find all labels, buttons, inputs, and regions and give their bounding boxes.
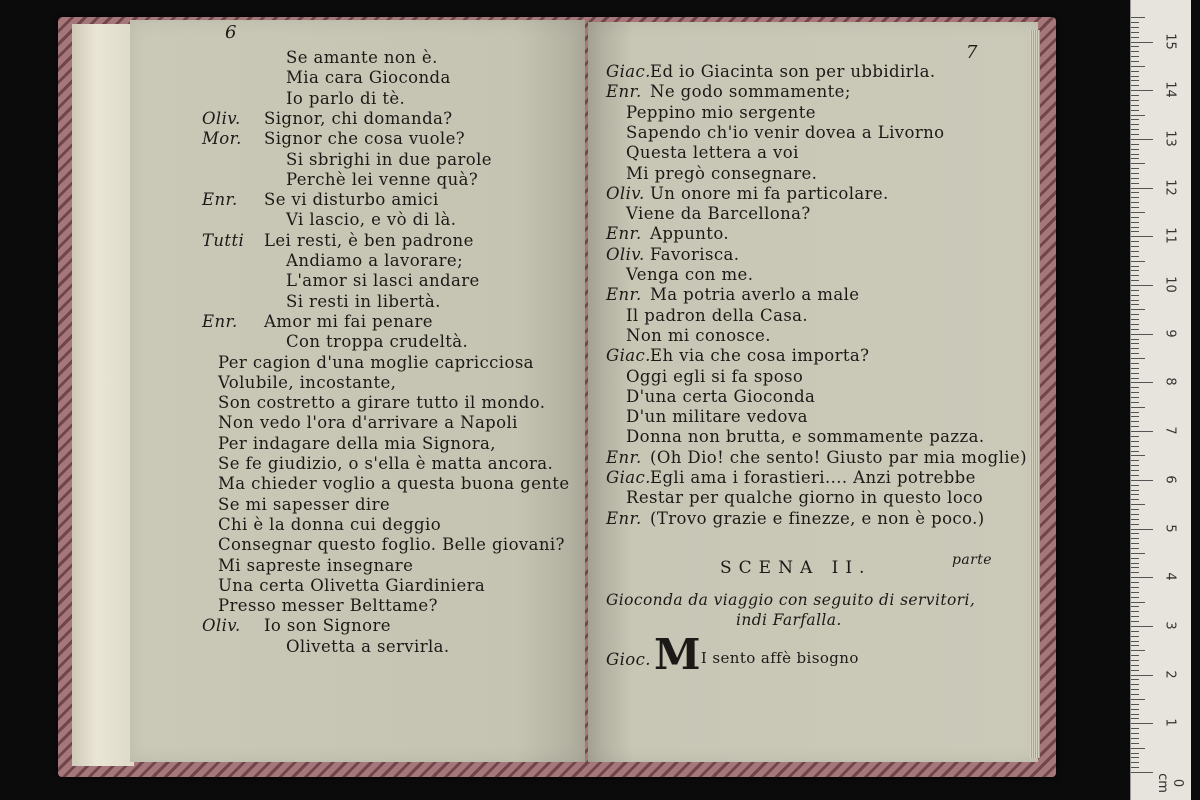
line-text: L'amor si lasci andare: [286, 271, 480, 291]
speaker-name: Enr.: [202, 311, 238, 331]
ruler-tick: [1131, 490, 1139, 491]
ruler-tick: [1131, 748, 1145, 749]
ruler-tick: [1131, 378, 1139, 379]
ruler-tick: [1131, 446, 1139, 447]
speaker-name: Oliv.: [202, 108, 241, 128]
ruler-tick: [1131, 134, 1139, 135]
ruler-tick: [1131, 188, 1153, 189]
ruler-tick: [1131, 27, 1139, 28]
ruler-number: 1: [1162, 718, 1178, 727]
ruler-tick: [1131, 154, 1139, 155]
ruler-tick: [1131, 738, 1139, 739]
speaker-name: Enr.: [202, 190, 238, 210]
ruler-tick: [1131, 183, 1139, 184]
ruler-tick: [1131, 460, 1139, 461]
ruler-tick: [1131, 236, 1153, 237]
stage-direction-cont: indi Farfalla.: [736, 611, 842, 629]
ruler-tick: [1131, 397, 1139, 398]
ruler-tick: [1131, 485, 1139, 486]
ruler-tick: [1131, 416, 1139, 417]
ruler-tick: [1131, 587, 1139, 588]
ruler-tick: [1131, 499, 1139, 500]
line-text: Perchè lei venne quà?: [286, 169, 479, 189]
ruler-tick: [1131, 387, 1139, 388]
line-text: Chi è la donna cui deggio: [218, 514, 442, 534]
ruler-tick: [1131, 723, 1153, 724]
ruler-tick: [1131, 251, 1139, 252]
right-page: [588, 22, 1038, 762]
ruler-tick: [1131, 480, 1153, 481]
ruler-tick: [1131, 563, 1139, 564]
ruler-tick: [1131, 455, 1145, 456]
ruler-tick: [1131, 115, 1145, 116]
ruler-tick: [1131, 32, 1139, 33]
ruler-tick: [1131, 139, 1153, 140]
speaker-name: Giac.: [606, 468, 651, 487]
line-text: Se vi disturbo amici: [264, 190, 439, 210]
speaker-name: Oliv.: [202, 616, 241, 636]
ruler-tick: [1131, 17, 1145, 18]
ruler-number: 7: [1162, 426, 1178, 435]
ruler-tick: [1131, 718, 1139, 719]
ruler-tick: [1131, 334, 1153, 335]
ruler-tick: [1131, 348, 1139, 349]
line-text: Appunto.: [650, 224, 730, 244]
ruler-tick: [1131, 22, 1139, 23]
ruler-tick: [1131, 105, 1139, 106]
ruler-tick: [1131, 533, 1139, 534]
ruler-tick: [1131, 679, 1139, 680]
ruler-number: 9: [1162, 329, 1178, 338]
ruler-tick: [1131, 51, 1139, 52]
ruler-tick: [1131, 509, 1139, 510]
ruler-tick: [1131, 300, 1139, 301]
line-text: Olivetta a servirla.: [286, 636, 450, 656]
measuring-ruler: [1130, 0, 1191, 800]
ruler-tick: [1131, 295, 1139, 296]
ruler-tick: [1131, 567, 1139, 568]
ruler-unit-label: 0 cm: [1155, 773, 1185, 793]
ruler-tick: [1131, 714, 1139, 715]
ruler-tick: [1131, 217, 1139, 218]
line-text: Questa lettera a voi: [626, 143, 799, 163]
exit-note: parte: [952, 552, 992, 568]
ruler-tick: [1131, 602, 1145, 603]
ruler-tick: [1131, 538, 1139, 539]
line-text: Oggi egli si fa sposo: [626, 366, 804, 386]
ruler-tick: [1131, 76, 1139, 77]
ruler-tick: [1131, 611, 1139, 612]
line-text: Restar per qualche giorno in questo loco: [626, 488, 984, 508]
ruler-tick: [1131, 261, 1145, 262]
line-text: Volubile, incostante,: [218, 372, 397, 392]
ruler-tick: [1131, 762, 1139, 763]
ruler-tick: [1131, 665, 1139, 666]
line-text: Non vedo l'ora d'arrivare a Napoli: [218, 413, 518, 433]
line-text: Amor mi fai penare: [264, 311, 433, 331]
ruler-tick: [1131, 222, 1139, 223]
ruler-tick: [1131, 119, 1139, 120]
page-number-left: 6: [225, 22, 237, 43]
ruler-tick: [1131, 529, 1153, 530]
line-text: Favorisca.: [650, 244, 740, 264]
ruler-tick: [1131, 163, 1145, 164]
ruler-tick: [1131, 441, 1139, 442]
ruler-tick: [1131, 650, 1145, 651]
ruler-tick: [1131, 728, 1139, 729]
ruler-tick: [1131, 582, 1139, 583]
left-page: [130, 20, 585, 762]
ruler-tick: [1131, 412, 1139, 413]
drop-cap: M: [654, 630, 701, 679]
line-text: (Trovo grazie e finezze, e non è poco.): [650, 508, 985, 528]
ruler-tick: [1131, 227, 1139, 228]
stage-direction: Gioconda da viaggio con seguito di servitori,: [606, 591, 976, 609]
line-text: Si resti in libertà.: [286, 291, 441, 311]
ruler-number: 2: [1162, 669, 1178, 679]
speaker-name: Enr.: [606, 285, 642, 305]
speaker-name: Enr.: [606, 82, 642, 102]
ruler-tick: [1131, 304, 1139, 305]
line-text: Un onore mi fa particolare.: [650, 183, 889, 203]
line-text: Il padron della Casa.: [626, 305, 809, 325]
ruler-tick: [1131, 558, 1139, 559]
speaker-name: Tutti: [202, 230, 245, 250]
scene-heading: SCENA II.: [720, 558, 872, 578]
ruler-tick: [1131, 431, 1153, 432]
final-line: [654, 630, 859, 679]
speaker-name: Oliv.: [606, 244, 645, 264]
speaker-name: Oliv.: [606, 183, 645, 203]
ruler-tick: [1131, 37, 1139, 38]
line-text: D'una certa Gioconda: [626, 386, 816, 406]
line-text: Viene da Barcellona?: [626, 204, 811, 224]
ruler-number: 10: [1162, 276, 1178, 293]
ruler-number: 12: [1162, 178, 1178, 196]
ruler-tick: [1131, 572, 1139, 573]
ruler-tick: [1131, 71, 1139, 72]
ruler-tick: [1131, 192, 1139, 193]
line-text: Una certa Olivetta Giardiniera: [218, 575, 486, 595]
ruler-tick: [1131, 66, 1145, 67]
final-speaker: Gioc.: [606, 650, 651, 669]
ruler-tick: [1131, 592, 1139, 593]
ruler-tick: [1131, 421, 1139, 422]
ruler-tick: [1131, 636, 1139, 637]
speaker-name: Giac.: [606, 346, 651, 366]
ruler-tick: [1131, 514, 1139, 515]
ruler-tick: [1131, 548, 1139, 549]
ruler-tick: [1131, 241, 1139, 242]
ruler-tick: [1131, 392, 1139, 393]
ruler-tick: [1131, 207, 1139, 208]
ruler-number: 13: [1162, 130, 1178, 147]
line-text: Donna non brutta, e sommamente pazza.: [626, 427, 985, 447]
line-text: Mi sapreste insegnare: [218, 555, 414, 575]
ruler-tick: [1131, 353, 1139, 354]
ruler-tick: [1131, 655, 1139, 656]
ruler-tick: [1131, 767, 1139, 768]
line-text: Io parlo di tè.: [286, 88, 406, 108]
ruler-tick: [1131, 158, 1139, 159]
ruler-tick: [1131, 709, 1139, 710]
ruler-tick: [1131, 46, 1139, 47]
line-text: Ne godo sommamente;: [650, 82, 851, 102]
ruler-tick: [1131, 470, 1139, 471]
ruler-tick: [1131, 100, 1139, 101]
ruler-tick: [1131, 494, 1139, 495]
final-text: I sento affè bisogno: [700, 649, 859, 667]
ruler-tick: [1131, 757, 1139, 758]
ruler-tick: [1131, 246, 1139, 247]
ruler-tick: [1131, 368, 1139, 369]
speaker-name: Enr.: [606, 447, 642, 467]
ruler-tick: [1131, 475, 1139, 476]
ruler-tick: [1131, 95, 1139, 96]
ruler-tick: [1131, 694, 1139, 695]
line-text: Lei resti, è ben padrone: [264, 230, 474, 250]
line-text: Ma potria averlo a male: [650, 285, 860, 305]
ruler-tick: [1131, 144, 1139, 145]
ruler-tick: [1131, 314, 1139, 315]
ruler-tick: [1131, 319, 1139, 320]
line-text: Signor, chi domanda?: [264, 108, 453, 128]
ruler-tick: [1131, 553, 1145, 554]
ruler-tick: [1131, 465, 1139, 466]
ruler-tick: [1131, 285, 1153, 286]
ruler-tick: [1131, 363, 1139, 364]
ruler-tick: [1131, 606, 1139, 607]
ruler-number: 15: [1162, 32, 1178, 50]
line-text: D'un militare vedova: [626, 407, 808, 427]
ruler-tick: [1131, 504, 1145, 505]
line-text: Presso messer Belttame?: [218, 596, 438, 616]
ruler-tick: [1131, 684, 1139, 685]
ruler-tick: [1131, 110, 1139, 111]
right-page-edges: [1030, 30, 1040, 758]
ruler-tick: [1131, 577, 1153, 578]
ruler-tick: [1131, 670, 1139, 671]
ruler-number: 8: [1162, 377, 1178, 387]
line-text: Vi lascio, e vò di là.: [286, 210, 457, 230]
ruler-tick: [1131, 621, 1139, 622]
ruler-number: 14: [1162, 81, 1178, 98]
ruler-number: 4: [1162, 572, 1178, 581]
ruler-tick: [1131, 753, 1139, 754]
ruler-tick: [1131, 616, 1139, 617]
ruler-tick: [1131, 402, 1139, 403]
ruler-tick: [1131, 149, 1139, 150]
speaker-name: Enr.: [606, 508, 642, 528]
line-text: Non mi conosce.: [626, 325, 771, 345]
ruler-number: 6: [1162, 475, 1178, 484]
line-text: Sapendo ch'io venir dovea a Livorno: [626, 122, 945, 142]
ruler-tick: [1131, 231, 1139, 232]
ruler-tick: [1131, 358, 1145, 359]
ruler-tick: [1131, 772, 1153, 773]
ruler-tick: [1131, 56, 1139, 57]
line-text: Se fe giudizio, o s'ella è matta ancora.: [218, 454, 554, 473]
ruler-tick: [1131, 382, 1153, 383]
ruler-tick: [1131, 699, 1145, 700]
ruler-tick: [1131, 436, 1139, 437]
line-text: Ma chieder voglio a questa buona gente: [218, 474, 570, 494]
line-text: Se amante non è.: [286, 48, 438, 67]
ruler-tick: [1131, 407, 1145, 408]
ruler-tick: [1131, 212, 1145, 213]
line-text: Con troppa crudeltà.: [286, 332, 469, 352]
ruler-tick: [1131, 61, 1139, 62]
ruler-number: 11: [1162, 227, 1178, 245]
line-text: Mia cara Gioconda: [286, 68, 451, 88]
ruler-tick: [1131, 80, 1139, 81]
line-text: Egli ama i forastieri.... Anzi potrebbe: [650, 468, 976, 487]
ruler-tick: [1131, 451, 1139, 452]
ruler-tick: [1131, 90, 1153, 91]
ruler-tick: [1131, 689, 1139, 690]
speaker-name: Mor.: [202, 129, 242, 149]
ruler-tick: [1131, 197, 1139, 198]
line-text: Eh via che cosa importa?: [650, 346, 870, 366]
ruler-tick: [1131, 626, 1153, 627]
speaker-name: Enr.: [606, 224, 642, 244]
ruler-tick: [1131, 266, 1139, 267]
line-text: Per indagare della mia Signora,: [218, 433, 496, 453]
ruler-tick: [1131, 524, 1139, 525]
line-text: Venga con me.: [626, 265, 754, 284]
speaker-name: Giac.: [606, 62, 651, 81]
page-number-right: 7: [966, 42, 978, 63]
ruler-tick: [1131, 343, 1139, 344]
ruler-tick: [1131, 329, 1139, 330]
ruler-tick: [1131, 675, 1153, 676]
ruler-tick: [1131, 168, 1139, 169]
ruler-tick: [1131, 373, 1139, 374]
ruler-tick: [1131, 42, 1153, 43]
ruler-tick: [1131, 275, 1139, 276]
ruler-tick: [1131, 743, 1139, 744]
line-text: Signor che cosa vuole?: [264, 129, 466, 149]
ruler-tick: [1131, 309, 1145, 310]
ruler-tick: [1131, 519, 1139, 520]
ruler-tick: [1131, 597, 1139, 598]
ruler-tick: [1131, 339, 1139, 340]
line-text: Andiamo a lavorare;: [286, 251, 464, 270]
left-page-edges: [72, 24, 134, 766]
ruler-number: 3: [1162, 621, 1178, 630]
line-text: Son costretto a girare tutto il mondo.: [218, 393, 546, 413]
line-text: Si sbrighi in due parole: [286, 149, 492, 169]
ruler-tick: [1131, 85, 1139, 86]
ruler-tick: [1131, 270, 1139, 271]
line-text: Per cagion d'una moglie capricciosa: [218, 352, 534, 372]
ruler-tick: [1131, 124, 1139, 125]
line-text: Consegnar questo foglio. Belle giovani?: [218, 535, 565, 555]
line-text: (Oh Dio! che sento! Giusto par mia moglie): [650, 447, 1027, 467]
ruler-tick: [1131, 290, 1139, 291]
ruler-number: 5: [1162, 523, 1178, 533]
ruler-tick: [1131, 178, 1139, 179]
ruler-tick: [1131, 202, 1139, 203]
ruler-tick: [1131, 660, 1139, 661]
ruler-tick: [1131, 324, 1139, 325]
ruler-tick: [1131, 645, 1139, 646]
ruler-tick: [1131, 129, 1139, 130]
ruler-tick: [1131, 426, 1139, 427]
ruler-tick: [1131, 631, 1139, 632]
ruler-tick: [1131, 733, 1139, 734]
ruler-tick: [1131, 173, 1139, 174]
line-text: Io son Signore: [264, 616, 391, 636]
ruler-tick: [1131, 256, 1139, 257]
line-text: Se mi sapesser dire: [218, 494, 391, 514]
ruler-tick: [1131, 704, 1139, 705]
line-text: Ed io Giacinta son per ubbidirla.: [650, 62, 936, 81]
ruler-tick: [1131, 280, 1139, 281]
ruler-tick: [1131, 641, 1139, 642]
line-text: Peppino mio sergente: [626, 102, 816, 122]
ruler-tick: [1131, 543, 1139, 544]
line-text: Mi pregò consegnare.: [626, 163, 818, 183]
